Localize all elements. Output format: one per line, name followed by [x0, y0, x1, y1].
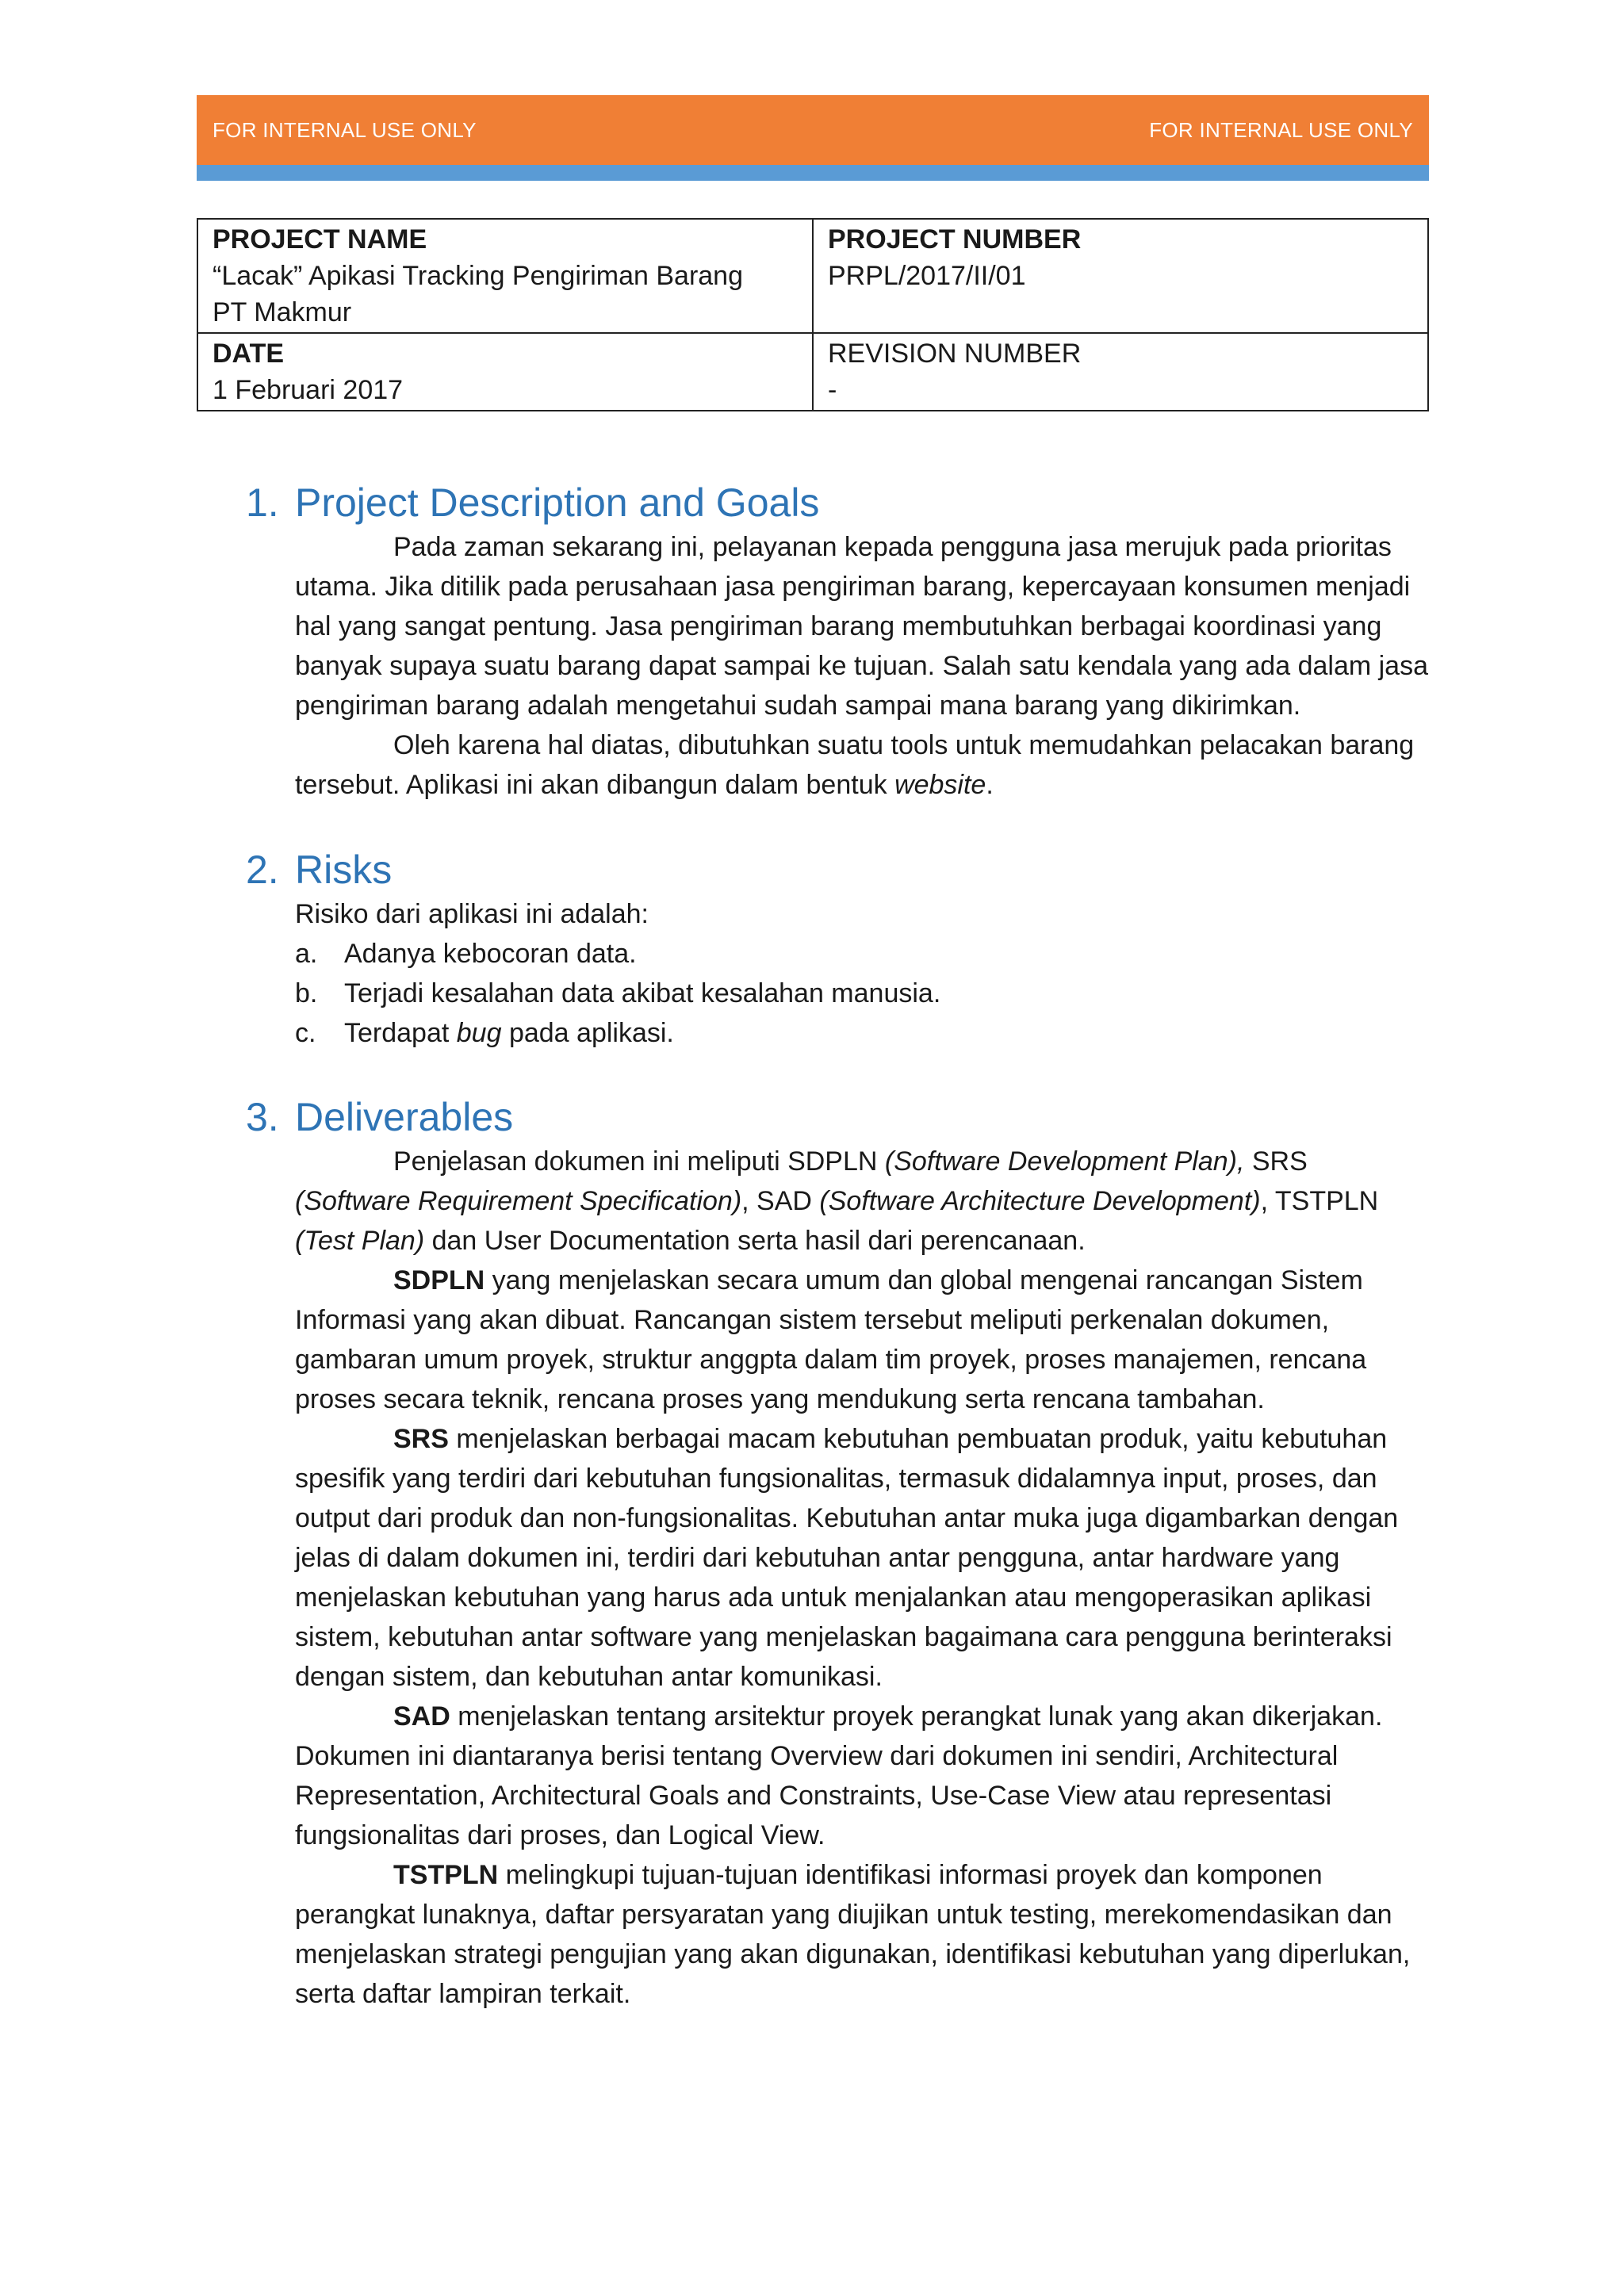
- project-name-line1: “Lacak” Apikasi Tracking Pengiriman Barang: [213, 261, 743, 291]
- paragraph-text: Oleh karena hal diatas, dibutuhkan suatu tools untuk memudahkan pelacakan barang tersebut. Aplikasi ini akan dibangun dalam bentuk: [295, 730, 1415, 800]
- header-blue-stripe: [197, 165, 1429, 181]
- section-deliverables: [197, 1093, 1429, 2014]
- text-run: SRS: [1244, 1146, 1308, 1177]
- date-value: 1 Februari 2017: [213, 375, 404, 405]
- text-run: yang menjelaskan secara umum dan global mengenai rancangan Sistem Informasi yang akan dibuat. Rancangan sistem tersebut meliputi perkenalan dokumen, gambaran umum proyek, struktur anggpta dalam tim proyek, proses manajemen, rencana proses secara teknik, rencana proses yang mendukung serta rencana tambahan.: [295, 1265, 1367, 1414]
- header-right-label: FOR INTERNAL USE ONLY: [1149, 117, 1413, 142]
- risks-intro: Risiko dari aplikasi ini adalah:: [295, 899, 649, 929]
- project-number-value: PRPL/2017/II/01: [828, 261, 1026, 291]
- section-number: 1.: [246, 480, 279, 525]
- paragraph-sad: [295, 1697, 1429, 1855]
- date-cell: [197, 333, 813, 411]
- project-name-line2: PT Makmur: [213, 297, 352, 327]
- list-item-text: [344, 974, 940, 1013]
- internal-use-header: [197, 95, 1429, 181]
- project-number-label: PROJECT NUMBER: [828, 224, 1082, 254]
- list-item-plain: Adanya kebocoran data.: [344, 939, 637, 969]
- list-marker: a.: [295, 939, 318, 969]
- list-item: [295, 974, 1429, 1013]
- project-info-table: [197, 218, 1429, 411]
- paragraph: [295, 1142, 1429, 1261]
- text-run: menjelaskan tentang arsitektur proyek perangkat lunak yang akan dikerjakan. Dokumen ini diantaranya berisi tentang Overview dari dokumen ini sendiri, Architectural Representation, Architectural Goals and Constraints, Use-Case View atau representasi fungsionalitas dari proses, dan Logical View.: [295, 1701, 1383, 1850]
- paragraph-end: .: [986, 770, 994, 800]
- list-item-text: [344, 934, 637, 974]
- italic-term: (Software Requirement Specification): [295, 1186, 742, 1216]
- list-item-plain: Terjadi kesalahan data akibat kesalahan manusia.: [344, 978, 941, 1008]
- section-heading: [197, 1093, 1429, 1142]
- section-heading: [197, 478, 1429, 527]
- section-title: Project Description and Goals: [295, 480, 820, 525]
- section-body: [295, 527, 1429, 805]
- project-number-cell: [813, 219, 1428, 333]
- revision-label: REVISION NUMBER: [828, 339, 1082, 369]
- bold-term: TSTPLN: [393, 1860, 499, 1890]
- section-body: [295, 894, 1429, 1053]
- section-risks: [197, 845, 1429, 1053]
- text-run: Penjelasan dokumen ini meliputi SDPLN: [393, 1146, 885, 1177]
- list-marker: b.: [295, 978, 318, 1008]
- italic-term: bug: [456, 1018, 502, 1048]
- paragraph-tstpln: [295, 1855, 1429, 2014]
- paragraph: [295, 725, 1429, 805]
- bold-term: SAD: [393, 1701, 450, 1732]
- header-orange-bar: [197, 95, 1429, 165]
- project-info-row-2: [197, 333, 1428, 411]
- section-body: [295, 1142, 1429, 2014]
- risk-list: [295, 934, 1429, 1053]
- project-name-cell: [197, 219, 813, 333]
- italic-term: (Software Development Plan),: [884, 1146, 1245, 1177]
- list-item-after: pada aplikasi.: [501, 1018, 674, 1048]
- section-number: 3.: [246, 1095, 279, 1139]
- list-marker: c.: [295, 1018, 316, 1048]
- list-item-text: [344, 1013, 674, 1053]
- bold-term: SRS: [393, 1424, 449, 1454]
- italic-term: (Test Plan): [295, 1226, 425, 1256]
- section-heading: [197, 845, 1429, 894]
- italic-term: (Software Architecture Development): [819, 1186, 1261, 1216]
- section-project-description: [197, 478, 1429, 805]
- list-item-plain: Terdapat: [344, 1018, 457, 1048]
- section-title: Deliverables: [295, 1095, 514, 1139]
- header-left-label: FOR INTERNAL USE ONLY: [213, 117, 477, 142]
- revision-cell: [813, 333, 1428, 411]
- text-run: dan User Documentation serta hasil dari perencanaan.: [424, 1226, 1086, 1256]
- section-number: 2.: [246, 848, 279, 892]
- bold-term: SDPLN: [393, 1265, 485, 1295]
- project-name-label: PROJECT NAME: [213, 224, 427, 254]
- revision-value: -: [828, 375, 837, 405]
- paragraph: Pada zaman sekarang ini, pelayanan kepada pengguna jasa merujuk pada prioritas utama. Jika ditilik pada perusahaan jasa pengiriman barang, kepercayaan konsumen menjadi hal yang sangat pentung. Jasa pengiriman barang membutuhkan berbagai koordinasi yang banyak supaya suatu barang dapat sampai ke tujuan. Salah satu kendala yang ada dalam jasa pengiriman barang adalah mengetahui sudah sampai mana barang yang dikirimkan.: [295, 532, 1428, 721]
- list-item: [295, 934, 1429, 974]
- paragraph-srs: [295, 1419, 1429, 1697]
- text-run: , SAD: [741, 1186, 820, 1216]
- list-item: [295, 1013, 1429, 1053]
- text-run: , TSTPLN: [1260, 1186, 1379, 1216]
- section-title: Risks: [295, 848, 393, 892]
- text-run: melingkupi tujuan-tujuan identifikasi informasi proyek dan komponen perangkat lunaknya, daftar persyaratan yang diujikan untuk testing, merekomendasikan dan menjelaskan strategi pengujian yang akan digunakan, identifikasi kebutuhan yang diperlukan, serta daftar lampiran terkait.: [295, 1860, 1411, 2009]
- text-run: menjelaskan berbagai macam kebutuhan pembuatan produk, yaitu kebutuhan spesifik yang terdiri dari kebutuhan fungsionalitas, termasuk didalamnya input, proses, dan output dari produk dan non-fungsionalitas. Kebutuhan antar muka juga digambarkan dengan jelas di dalam dokumen ini, terdiri dari kebutuhan antar pengguna, antar hardware yang menjelaskan kebutuhan yang harus ada untuk menjalankan atau mengoperasikan aplikasi sistem, kebutuhan antar software yang menjelaskan bagaimana cara pengguna berinteraksi dengan sistem, dan kebutuhan antar komunikasi.: [295, 1424, 1399, 1692]
- paragraph-sdpln: [295, 1261, 1429, 1419]
- date-label: DATE: [213, 339, 285, 369]
- italic-term: website: [894, 770, 986, 800]
- project-info-row-1: [197, 219, 1428, 333]
